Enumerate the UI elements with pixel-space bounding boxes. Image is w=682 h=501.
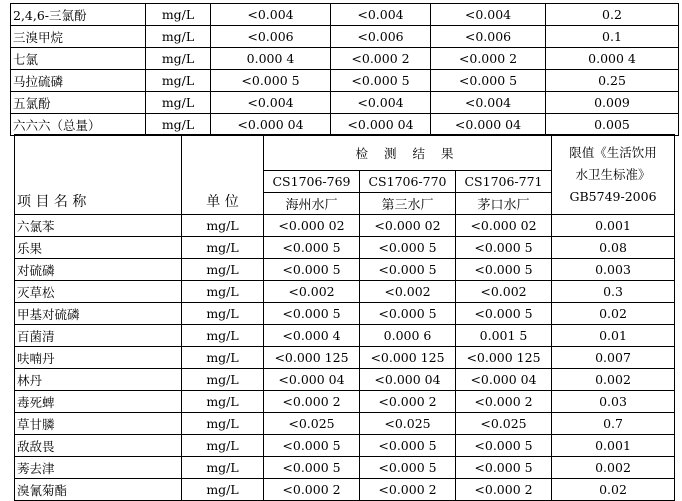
table-row (15, 215, 675, 237)
result-cell-2: <0.000 02 (360, 215, 456, 237)
unit-cell: mg/L (182, 325, 264, 347)
unit-cell: mg/L (146, 4, 211, 26)
limit-cell: 0.25 (546, 70, 679, 92)
result-cell-1: 0.000 4 (211, 48, 331, 70)
item-name-cell: 马拉硫磷 (11, 70, 146, 92)
main-table-body (15, 215, 675, 501)
limit-cell: 0.009 (546, 92, 679, 114)
table-row (11, 26, 679, 48)
result-cell-3: <0.000 125 (456, 347, 552, 369)
top-results-table (10, 3, 679, 136)
result-cell-3: <0.004 (431, 92, 546, 114)
result-cell-1: <0.000 5 (264, 259, 360, 281)
result-cell-1: <0.000 5 (211, 70, 331, 92)
unit-cell: mg/L (182, 303, 264, 325)
result-cell-3: <0.000 5 (456, 457, 552, 479)
result-cell-2: <0.004 (331, 92, 431, 114)
sample-site-3: 茅口水厂 (456, 193, 552, 215)
result-cell-1: <0.000 5 (264, 237, 360, 259)
table-row (15, 435, 675, 457)
unit-cell: mg/L (182, 281, 264, 303)
result-cell-3: <0.000 5 (431, 70, 546, 92)
result-cell-2: <0.000 5 (360, 435, 456, 457)
unit-cell: mg/L (182, 237, 264, 259)
result-cell-2: <0.004 (331, 4, 431, 26)
table-row (15, 259, 675, 281)
table-row (15, 369, 675, 391)
result-cell-3: <0.004 (431, 4, 546, 26)
item-name-cell: 七氯 (11, 48, 146, 70)
result-cell-1: <0.000 2 (264, 479, 360, 501)
limit-cell: 0.002 (552, 457, 675, 479)
unit-cell: mg/L (182, 347, 264, 369)
sample-code-2: CS1706-770 (360, 171, 456, 193)
limit-cell: 0.02 (552, 303, 675, 325)
unit-cell: mg/L (182, 259, 264, 281)
unit-cell: mg/L (182, 457, 264, 479)
item-name-cell: 林丹 (15, 369, 182, 391)
result-cell-2: <0.000 04 (360, 369, 456, 391)
result-cell-2: <0.000 2 (360, 479, 456, 501)
header-item-name: 项 目 名 称 (15, 135, 182, 215)
table-row (15, 281, 675, 303)
limit-cell: 0.03 (552, 391, 675, 413)
unit-cell: mg/L (182, 369, 264, 391)
unit-cell: mg/L (182, 391, 264, 413)
unit-cell: mg/L (182, 413, 264, 435)
sample-site-1: 海州水厂 (264, 193, 360, 215)
unit-cell: mg/L (146, 114, 211, 136)
result-cell-2: <0.006 (331, 26, 431, 48)
item-name-cell: 2,4,6-三氯酚 (11, 4, 146, 26)
result-cell-1: <0.000 5 (264, 435, 360, 457)
table-row (15, 479, 675, 501)
result-cell-2: <0.000 5 (360, 237, 456, 259)
item-name-cell: 六氯苯 (15, 215, 182, 237)
limit-cell: 0.7 (552, 413, 675, 435)
result-cell-1: <0.000 125 (264, 347, 360, 369)
item-name-cell: 灭草松 (15, 281, 182, 303)
main-results-table (14, 134, 675, 501)
table-row (15, 347, 675, 369)
item-name-cell: 草甘膦 (15, 413, 182, 435)
result-cell-1: <0.004 (211, 92, 331, 114)
limit-cell: 0.08 (552, 237, 675, 259)
limit-cell: 0.002 (552, 369, 675, 391)
result-cell-3: 0.001 5 (456, 325, 552, 347)
result-cell-1: <0.025 (264, 413, 360, 435)
limit-cell: 0.001 (552, 435, 675, 457)
sample-code-1: CS1706-769 (264, 171, 360, 193)
header-limit-line1: 限值《生活饮用 (569, 144, 657, 160)
result-cell-3: <0.000 2 (456, 391, 552, 413)
result-cell-3: <0.000 04 (456, 369, 552, 391)
result-cell-2: <0.000 2 (331, 48, 431, 70)
limit-cell: 0.01 (552, 325, 675, 347)
result-cell-1: <0.002 (264, 281, 360, 303)
item-name-cell: 呋喃丹 (15, 347, 182, 369)
result-cell-3: <0.025 (456, 413, 552, 435)
table-row (11, 4, 679, 26)
unit-cell: mg/L (182, 479, 264, 501)
item-name-cell: 乐果 (15, 237, 182, 259)
unit-cell: mg/L (182, 435, 264, 457)
result-cell-3: <0.000 5 (456, 435, 552, 457)
table-row (15, 325, 675, 347)
limit-cell: 0.2 (546, 4, 679, 26)
item-name-cell: 毒死蜱 (15, 391, 182, 413)
result-cell-3: <0.000 04 (431, 114, 546, 136)
table-row (15, 391, 675, 413)
limit-cell: 0.000 4 (546, 48, 679, 70)
table-row (11, 114, 679, 136)
table-row (11, 70, 679, 92)
result-cell-1: <0.006 (211, 26, 331, 48)
result-cell-3: <0.000 2 (431, 48, 546, 70)
table-row (15, 413, 675, 435)
unit-cell: mg/L (146, 70, 211, 92)
table-row (15, 303, 675, 325)
result-cell-2: <0.000 5 (360, 303, 456, 325)
item-name-cell: 六六六（总量） (11, 114, 146, 136)
result-cell-3: <0.000 2 (456, 479, 552, 501)
result-cell-1: <0.000 04 (264, 369, 360, 391)
sample-code-3: CS1706-771 (456, 171, 552, 193)
table-row (11, 92, 679, 114)
result-cell-2: <0.000 5 (360, 457, 456, 479)
header-limit (552, 135, 675, 215)
result-cell-1: <0.000 5 (264, 457, 360, 479)
result-cell-2: <0.000 5 (331, 70, 431, 92)
item-name-cell: 莠去津 (15, 457, 182, 479)
result-cell-2: <0.000 04 (331, 114, 431, 136)
header-unit: 单 位 (182, 135, 264, 215)
result-cell-1: <0.000 04 (211, 114, 331, 136)
limit-cell: 0.003 (552, 259, 675, 281)
unit-cell: mg/L (182, 215, 264, 237)
unit-cell: mg/L (146, 48, 211, 70)
result-cell-3: <0.000 5 (456, 237, 552, 259)
result-cell-2: <0.002 (360, 281, 456, 303)
result-cell-2: <0.025 (360, 413, 456, 435)
limit-cell: 0.3 (552, 281, 675, 303)
result-cell-3: <0.000 5 (456, 259, 552, 281)
item-name-cell: 对硫磷 (15, 259, 182, 281)
limit-cell: 0.007 (552, 347, 675, 369)
result-cell-2: <0.000 5 (360, 259, 456, 281)
header-limit-line3: GB5749-2006 (569, 188, 657, 204)
result-cell-2: <0.000 125 (360, 347, 456, 369)
item-name-cell: 三溴甲烷 (11, 26, 146, 48)
result-cell-3: <0.006 (431, 26, 546, 48)
limit-cell: 0.005 (546, 114, 679, 136)
item-name-cell: 甲基对硫磷 (15, 303, 182, 325)
header-limit-line2: 水卫生标准》 (575, 166, 651, 182)
unit-cell: mg/L (146, 92, 211, 114)
result-cell-1: <0.000 2 (264, 391, 360, 413)
result-cell-1: <0.000 4 (264, 325, 360, 347)
limit-cell: 0.001 (552, 215, 675, 237)
limit-cell: 0.1 (546, 26, 679, 48)
result-cell-3: <0.000 02 (456, 215, 552, 237)
table-row (11, 48, 679, 70)
table-row (15, 237, 675, 259)
top-table-body (11, 4, 679, 136)
item-name-cell: 百菌清 (15, 325, 182, 347)
item-name-cell: 敌敌畏 (15, 435, 182, 457)
sample-site-2: 第三水厂 (360, 193, 456, 215)
limit-cell: 0.02 (552, 479, 675, 501)
result-cell-3: <0.000 5 (456, 303, 552, 325)
result-cell-1: <0.004 (211, 4, 331, 26)
item-name-cell: 五氯酚 (11, 92, 146, 114)
result-cell-2: <0.000 2 (360, 391, 456, 413)
item-name-cell: 溴氰菊酯 (15, 479, 182, 501)
table-row (15, 457, 675, 479)
result-cell-2: 0.000 6 (360, 325, 456, 347)
unit-cell: mg/L (146, 26, 211, 48)
result-cell-3: <0.002 (456, 281, 552, 303)
header-results: 检 测 结 果 (264, 135, 552, 171)
main-table-header (15, 135, 675, 215)
result-cell-1: <0.000 5 (264, 303, 360, 325)
result-cell-1: <0.000 02 (264, 215, 360, 237)
